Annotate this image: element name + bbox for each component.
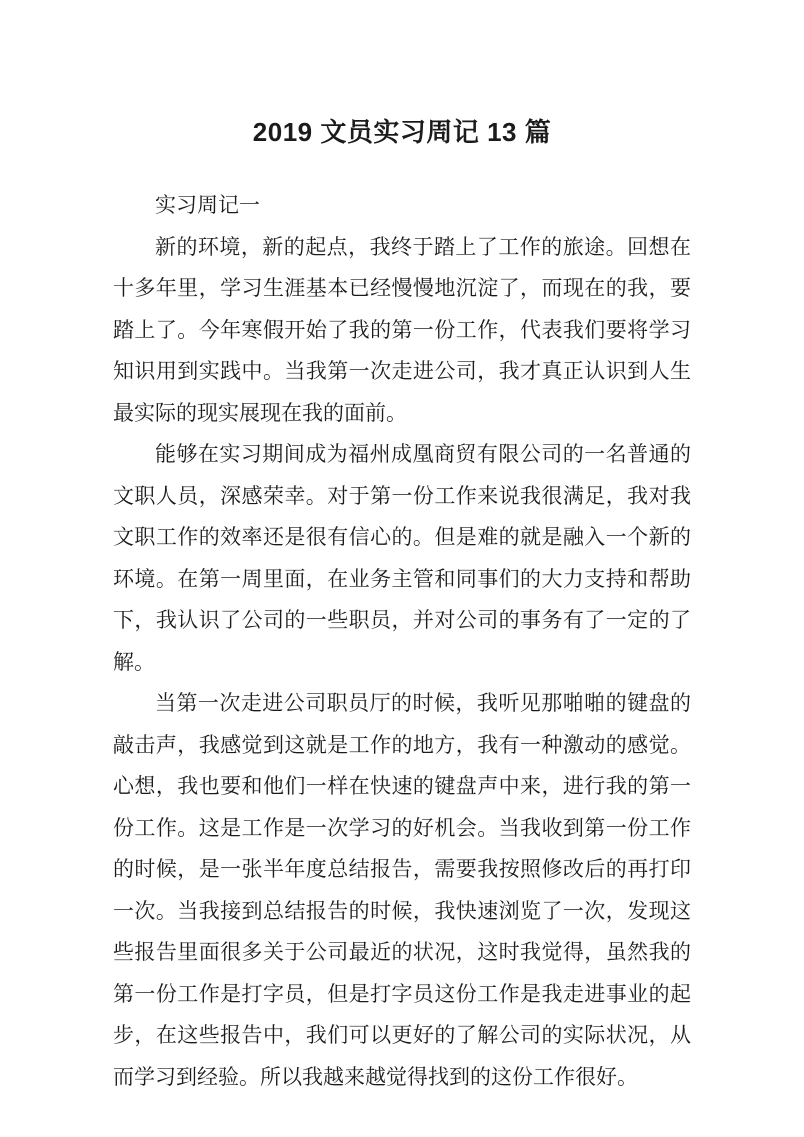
- paragraph-2: 能够在实习期间成为福州成凰商贸有限公司的一名普通的文职人员，深感荣幸。对于第一份工作来说我很满足，我对我文职工作的效率还是很有信心的。但是难的就是融入一个新的环境。在第一周里面，在业务主管和同事们的大力支持和帮助下，我认识了公司的一些职员，并对公司的事务有了一定的了解。: [113, 442, 691, 674]
- section-heading-week-one: 实习周记一: [155, 193, 260, 217]
- document-body: [113, 185, 691, 1098]
- paragraph-1: 新的环境，新的起点，我终于踏上了工作的旅途。回想在十多年里，学习生涯基本已经慢慢地沉淀了，而现在的我，要踏上了。今年寒假开始了我的第一份工作，代表我们要将学习知识用到实践中。当我第一次走进公司，我才真正认识到人生最实际的现实展现在我的面前。: [113, 234, 691, 425]
- document-title: 2019 文员实习周记 13 篇: [252, 117, 552, 147]
- paragraph-3: 当第一次走进公司职员厅的时候，我听见那啪啪的键盘的敲击声，我感觉到这就是工作的地方，我有一种激动的感觉。心想，我也要和他们一样在快速的键盘声中来，进行我的第一份工作。这是工作是一次学习的好机会。当我收到第一份工作的时候，是一张半年度总结报告，需要我按照修改后的再打印一次。当我接到总结报告的时候，我快速浏览了一次，发现这些报告里面很多关于公司最近的状况，这时我觉得，虽然我的第一份工作是打字员，但是打字员这份工作是我走进事业的起步，在这些报告中，我们可以更好的了解公司的实际状况，从而学习到经验。所以我越来越觉得找到的这份工作很好。: [113, 691, 691, 1089]
